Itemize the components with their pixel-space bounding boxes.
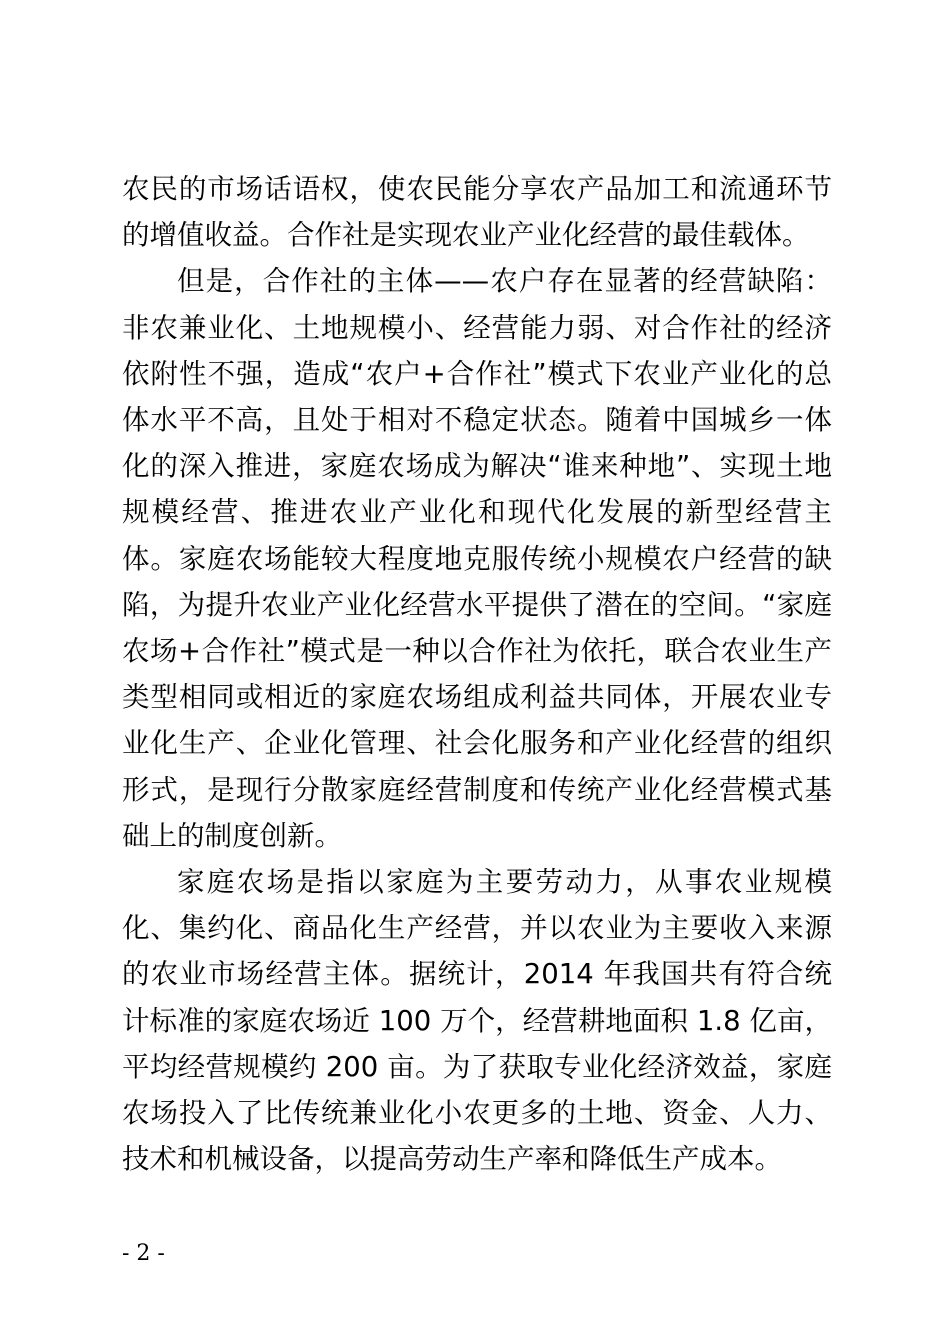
paragraph-1: 农民的市场话语权，使农民能分享农产品加工和流通环节的增值收益。合作社是实现农业产业化经营的最佳载体。	[122, 173, 832, 252]
body-text	[122, 166, 832, 1182]
page-number: - 2 -	[122, 1241, 165, 1266]
paragraph-3: 家庭农场是指以家庭为主要劳动力，从事农业规模化、集约化、商品化生产经营，并以农业为主要收入来源的农业市场经营主体。据统计，2014 年我国共有符合统计标准的家庭农场近 100 万个，经营耕地面积 1.8 亿亩，平均经营规模约 200 亩。为了获取专业化经济效益，家庭农场投入了比传统兼业化小农更多的土地、资金、人力、技术和机械设备，以提高劳动生产率和降低生产成本。	[122, 866, 832, 1176]
paragraph-2: 但是，合作社的主体——农户存在显著的经营缺陷：非农兼业化、土地规模小、经营能力弱、对合作社的经济依附性不强，造成“农户+合作社”模式下农业产业化的总体水平不高，且处于相对不稳定状态。随着中国城乡一体化的深入推进，家庭农场成为解决“谁来种地”、实现土地规模经营、推进农业产业化和现代化发展的新型经营主体。家庭农场能较大程度地克服传统小规模农户经营的缺陷，为提升农业产业化经营水平提供了潜在的空间。“家庭农场+合作社”模式是一种以合作社为依托，联合农业生产类型相同或相近的家庭农场组成利益共同体，开展农业专业化生产、企业化管理、社会化服务和产业化经营的组织形式，是现行分散家庭经营制度和传统产业化经营模式基础上的制度创新。	[122, 265, 832, 852]
